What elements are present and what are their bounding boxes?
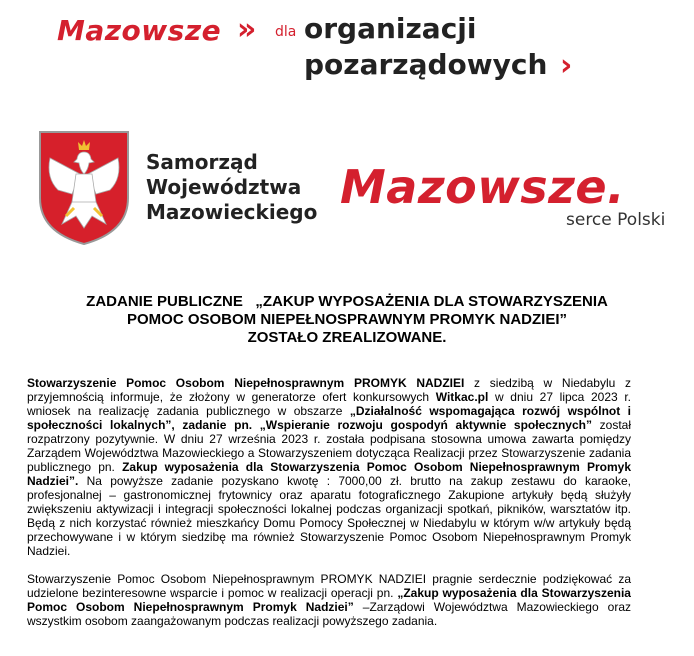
p1-bold-3: „Działalność wspomagająca rozwój wspólnot i społeczności lokalnych”, zadanie pn. „Wspieranie rozwoju gospodyń aktywnie społecznych” (27, 404, 631, 432)
heading-line-3: ZOSTAŁO ZREALIZOWANE. (247, 329, 447, 346)
ngo-line-1: organizacji (304, 12, 477, 45)
paragraph-2 (27, 572, 631, 628)
p1-text-2: w dniu 27 lipca 2023 r. wniosek na realizację zadania publicznego w obszarze (27, 390, 632, 418)
eagle-crest-icon (36, 128, 132, 246)
dla-label: dla (275, 24, 297, 40)
top-banner (0, 0, 694, 100)
p1-bold-1: Stowarzyszenie Pomoc Osobom Niepełnosprawnym PROMYK NADZIEI (27, 376, 465, 390)
p1-text-1: z siedzibą w Niedabylu z przyjemnością informuje, że złożony w generatorze ofert konkursowych (27, 376, 631, 404)
samorzad-wojewodztwa-logo-text (146, 150, 317, 225)
p1-text-3: został rozpatrzony pozytywnie. W dniu 27 września 2023 r. została podpisana stosowna umowa zawarta pomiędzy Zarządem Województwa Mazowieckiego a Stowarzyszeniem dotycząca Realizacji przez Stowarzyszenie zadania publicznego pn. (27, 418, 631, 474)
chevron-right-icon: › (560, 48, 573, 83)
heading-line-1: ZADANIE PUBLICZNE „ZAKUP WYPOSAŻENIA DLA STOWARZYSZENIA (86, 293, 608, 310)
mazowsze-logo-small: Mazowsze (57, 14, 222, 47)
p2-bold-1: „Zakup wyposażenia dla Stowarzyszenia Pomoc Osobom Niepełnosprawnym Promyk Nadziei” (27, 586, 631, 614)
page-title (20, 293, 674, 347)
mazowsze-logo-large: Mazowsze. (340, 160, 626, 214)
witkac-link-text: Witkac.pl (435, 390, 489, 404)
p2-text-2: –Zarządowi Województwa Mazowieckiego oraz wszystkim osobom zaangażowanym podczas realizacji powyższego zadania. (27, 600, 631, 628)
heading-line-2: POMOC OSOBOM NIEPEŁNOSPRAWNYM PROMYK NADZIEI” (126, 311, 568, 328)
double-chevron-icon: » (237, 12, 257, 47)
announcement-body (27, 376, 631, 642)
samorzad-line-3: Mazowieckiego (146, 200, 318, 224)
samorzad-line-2: Województwa (146, 175, 302, 199)
paragraph-1 (27, 376, 631, 558)
samorzad-line-1: Samorząd (146, 150, 258, 174)
p1-bold-4: Zakup wyposażenia dla Stowarzyszenia Pomoc Osobom Niepełnosprawnym Promyk Nadziei”. (27, 460, 631, 488)
p1-text-4: Na powyższe zadanie pozyskano kwotę : 7000,00 zł. brutto na zakup zestawu do karaoke, profesjonalnej – gastronomicznej frytownicy oraz aparatu fotograficznego Zakupione artykuły będą służyły zwiększeniu aktywizacji i integracji społeczności lokalnej podczas organizacji spotkań, pikników, warsztatów itp. Będą z nich korzystać również mieszkańcy Domu Pomocy Społecznej w Niedabylu w którym w/w artykuły będą przechowywane i w którym siedzibę ma również Stowarzyszenie Pomoc Osobom Niepełnosprawnym Promyk Nadziei. (27, 474, 631, 558)
ngo-line-2: pozarządowych (304, 48, 548, 81)
tagline: serce Polski (566, 210, 666, 230)
p2-text-1: Stowarzyszenie Pomoc Osobom Niepełnosprawnym PROMYK NADZIEI pragnie serdecznie podziękować za udzielone bezinteresowne wsparcie i pomoc w realizacji operacji pn. (27, 572, 631, 600)
